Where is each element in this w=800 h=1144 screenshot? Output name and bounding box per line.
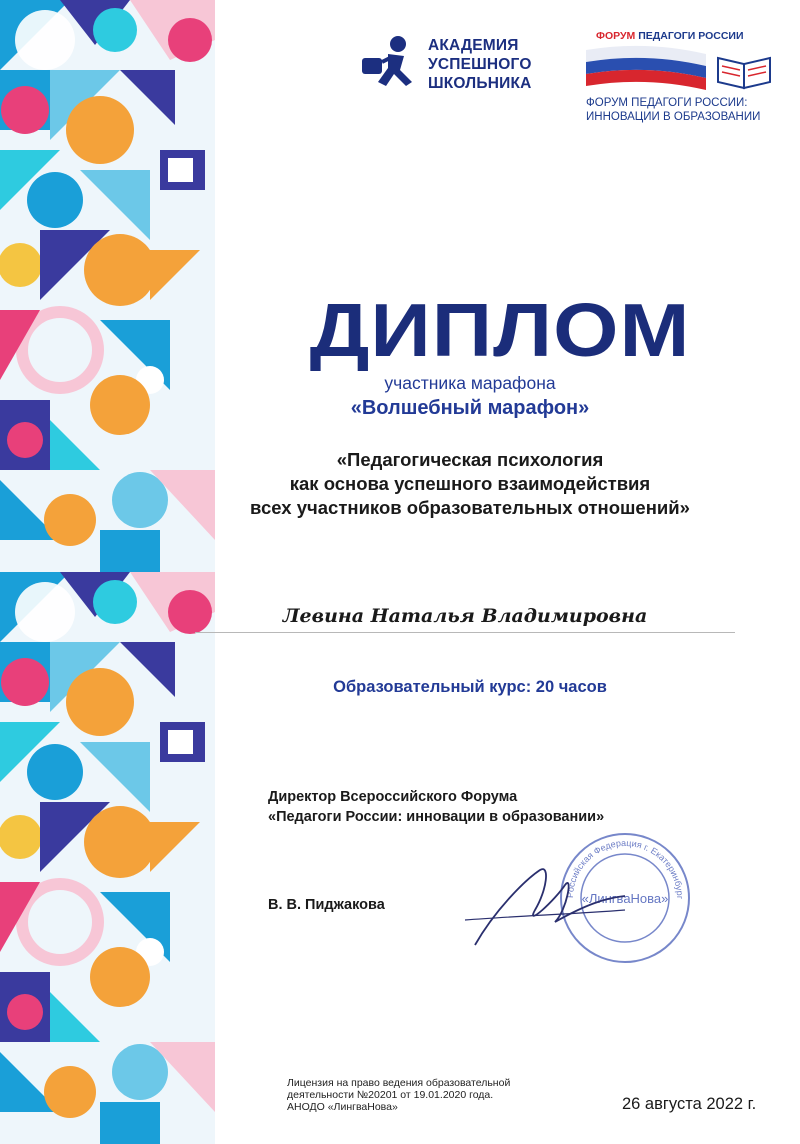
academy-logo [358,34,558,98]
academy-line: ШКОЛЬНИКА [428,75,532,92]
forum-logo-blue: ПЕДАГОГИ РОССИИ [638,30,744,42]
theme-line: всех участников образовательных отношений» [250,497,690,518]
forum-line: ИННОВАЦИИ В ОБРАЗОВАНИИ [586,111,761,123]
theme-line: как основа успешного взаимодействия [289,473,651,494]
decorative-geometric-border [0,0,215,1144]
license-line: Лицензия на право ведения образовательной [287,1077,511,1089]
diploma-subtitle: участника марафона [384,373,556,393]
academy-name [428,36,532,93]
academy-line: УСПЕШНОГО [428,56,532,73]
forum-line: ФОРУМ ПЕДАГОГИ РОССИИ: [586,97,748,109]
forum-logo [586,30,776,130]
diploma-title: ДИПЛОМ [309,287,691,373]
director-line: «Педагоги России: инновации в образовании» [268,809,605,825]
license-note [287,1077,547,1113]
marathon-name: «Волшебный марафон» [350,397,590,419]
open-book-icon [718,58,770,88]
forum-logo-red: ФОРУМ [596,30,636,42]
course-info: Образовательный курс: 20 часов [333,678,607,696]
signer-name: В. В. Пиджакова [268,897,385,913]
seal-center-text: «ЛингваНова» [581,891,669,906]
seal-ring-text: Российская Федерация г. Екатеринбург [564,837,686,900]
issue-date: 26 августа 2022 г. [622,1095,757,1113]
theme-block [190,448,750,520]
forum-subtitle [586,96,760,124]
director-title [268,787,604,827]
director-line: Директор Всероссийского Форума [268,789,518,805]
license-line: деятельности №20201 от 19.01.2020 года. [287,1089,494,1101]
academy-line: АКАДЕМИЯ [428,37,519,54]
russian-flag-icon [586,44,776,94]
recipient-name: Левина Наталья Владимировна [282,605,648,627]
theme-line: «Педагогическая психология [336,449,604,470]
name-underline [195,632,735,633]
forum-logo-title [596,30,744,42]
running-schoolboy-icon [358,34,422,94]
handwritten-signature [455,850,635,960]
license-line: АНОДО «ЛингваНова» [287,1101,398,1113]
